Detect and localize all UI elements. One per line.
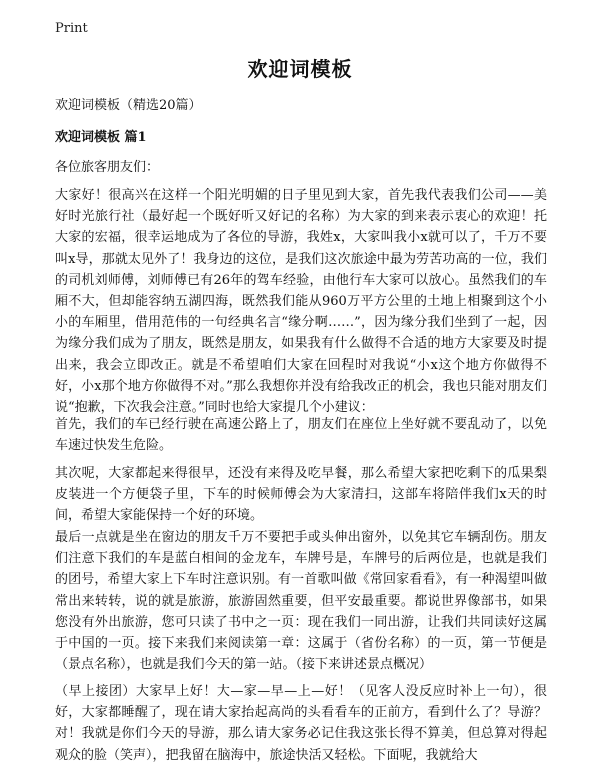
paragraph-first-tip: 首先，我们的车已经行驶在高速公路上了，朋友们在座位上坐好就不要乱动了，以免车速过快发生危险。 [55, 417, 547, 454]
paragraph-last-tip: 最后一点就是坐在窗边的朋友千万不要把手或头伸出窗外，以免其它车辆刮伤。朋友们注意下我们的车是蓝白相间的金龙车，车牌号是，车牌号的后两位是，也就是我们的团号，希望大家上下车时注意识别。有一首歌叫做《常回家看看》，有一种渴望叫做常出来转转，说的就是旅游，旅游固然重要，但平安最重要。都说世界像部书，如果您没有外出旅游，您可只读了书中之一页：现在我们一同出游，让我们共同读好这属于中国的一页。接下来我们来阅读第一章：这属于（省份名称）的一页，第一节便是（景点名称），也就是我们今天的第一站。（接下来讲述景点概况） [55, 530, 547, 673]
section-heading: 欢迎词模板 篇1 [55, 130, 147, 145]
document-title: 欢迎词模板 [247, 57, 353, 81]
paragraph-second-tip: 其次呢，大家都起来得很早，还没有来得及吃早餐，那么希望大家把吃剩下的瓜果梨皮装进一个方便袋子里，下车的时候师傅会为大家清扫，这部车将陪伴我们x天的时间，希望大家能保持一个好的环境。 [55, 466, 547, 524]
greeting: 各位旅客朋友们： [55, 160, 160, 175]
paragraph-morning-greeting: （早上接团）大家早上好！大—家—早—上—好！（见客人没反应时补上一句），很好，大家都睡醒了，现在请大家抬起高尚的头看看车的正前方，看到什么了？导游？对！我就是你们今天的导游，那么请大家务必记住我这张长得不算美，但总算对得起观众的脸（笑声），把我留在脑海中，旅途快活又轻松。下面呢，我就给大 [55, 684, 547, 763]
document-subtitle: 欢迎词模板（精选20篇） [55, 98, 202, 113]
print-label: Print [55, 21, 88, 36]
paragraph-intro: 大家好！很高兴在这样一个阳光明媚的日子里见到大家，首先我代表我们公司——美好时光旅行社（最好起一个既好听又好记的名称）为大家的到来表示衷心的欢迎！托大家的宏福，很幸运地成为了各位的导游，我姓x，大家叫我小x就可以了，千万不要叫x导，那就太见外了！我身边的这位，是我们这次旅途中最为劳苦功高的一位，我们的司机刘师傅，刘师傅已有26年的驾车经验，由他行车大家可以放心。虽然我们的车厢不大，但却能容纳五湖四海，既然我们能从960万平方公里的土地上相聚到这个小小的车厢里，借用范伟的一句经典名言“缘分啊……”，因为缘分我们坐到了一起，因为缘分我们成为了朋友，既然是朋友，如果我有什么做得不合适的地方大家要及时提出来，我会立即改正。就是不希望咱们大家在回程时对我说“小x这个地方你做得不好，小x那个地方你做得不对。”那么我想你并没有给我改正的机会，我也只能对朋友们说“抱歉，下次我会注意。”同时也给大家提几个小建议： [55, 188, 547, 416]
